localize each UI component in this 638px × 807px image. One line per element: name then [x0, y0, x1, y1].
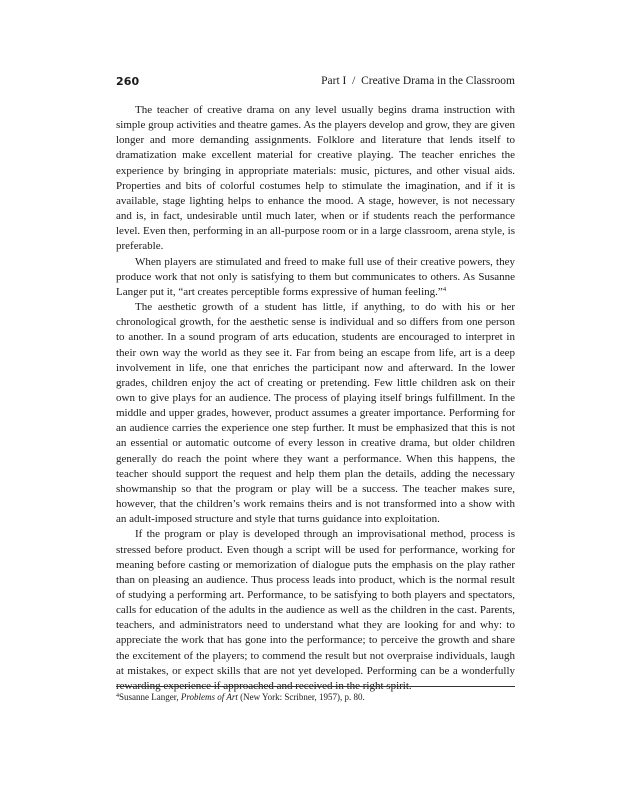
paragraph-text: The teacher of creative drama on any level usually begins drama instruction with simple group activities and theatre games. As the players develop and grow, they are given longer and more demanding assignments. Folklore and literature that lends itself to dramatization make excellent material for creative playing. The teacher enriches the experience by bringing in appropriate materials: music, pictures, and other visual aids. Properties and bits of colorful costumes help to stimulate the imagination, and if it is available, stage lighting helps to enhance the mood. A stage, however, is not necessary and is, in fact, undesirable until much later, when or if students reach the performance level. Even then, performing in an all-purpose room or in a large classroom, arena style, is preferable.	[116, 104, 515, 253]
page-number: 260	[116, 75, 140, 88]
paragraph	[116, 300, 515, 527]
footnote-author: Susanne Langer,	[119, 692, 181, 702]
paragraph	[116, 103, 515, 255]
footnote	[116, 691, 515, 703]
running-head	[321, 75, 515, 87]
paragraph-text: The aesthetic growth of a student has little, if anything, to do with his or her chronological growth, for the aesthetic sense is individual and so differs from one person to another. In a sound program of arts education, students are encouraged to interpret in their own way the world as they see it. Far from being an escape from life, art is a deep involvement in life, one that enriches the participant now and afterward. In the lower grades, children enjoy the act of creating or pretending. Few little children ask on their own to give plays for an audience. The process of playing itself brings fulfillment. In the middle and upper grades, however, product assumes a greater importance. Performing for an audience carries the experience one step further. It must be emphasized that this is not an essential or automatic outcome of every lesson in creative drama, but older children generally do reach the point where they want a performance. When this happens, the teacher should support the request and help them plan the details, adding the necessary showmanship so that the program or play will be a success. The teacher makes sure, however, that the children’s work remains theirs and is not transformed into a show with an adult-imposed structure and style that turns guidance into exploitation.	[116, 301, 515, 526]
running-head-text: Part I / Creative Drama in the Classroom	[321, 75, 515, 87]
footnote-citation: (New York: Scribner, 1957), p. 80.	[237, 692, 365, 702]
footnote-marker[interactable]: 4	[442, 285, 447, 293]
body-text	[116, 103, 515, 694]
paragraph	[116, 255, 515, 300]
footnote-number: 4	[116, 693, 119, 699]
paragraph-text: If the program or play is developed through an improvisational method, process is stressed before product. Even though a script will be used for performance, working for meaning before casting or memorization of dialogue puts the emphasis on the play rather than on pleasing an audience. Thus process leads into product, which is the normal result of studying a performing art. Performance, to be satisfying to both players and spectators, calls for education of the adults in the audience as well as the children in the cast. Parents, teachers, and administrators need to understand what they are looking for and why: to appreciate the work that has gone into the performance; to perceive the growth and share the excitement of the players; to commend the result but not overpraise individuals, laugh at mistakes, or expect skills that are not yet developed. Performing can be a wonderfully rewarding experience if approached and received in the right spirit.	[116, 528, 515, 692]
paragraph-text: When players are stimulated and freed to make full use of their creative powers, they produce work that not only is satisfying to them but communicates to others. As Susanne Langer put it, “art creates perceptible forms expressive of human feeling.”	[116, 255, 515, 298]
footnote-title: Problems of Art	[180, 692, 238, 702]
page-header	[116, 75, 515, 91]
footnote-divider	[116, 686, 515, 687]
paragraph	[116, 527, 515, 694]
